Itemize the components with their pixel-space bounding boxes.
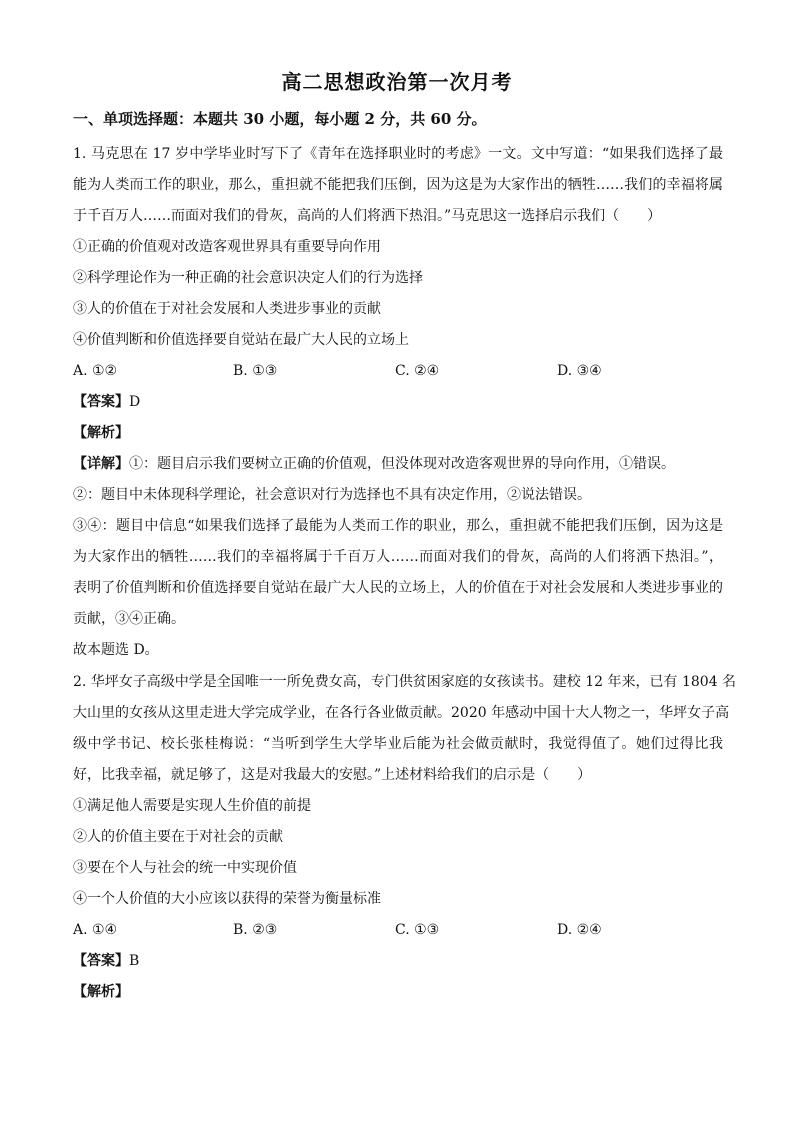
q1-analysis-tag (73, 423, 723, 443)
q2-option-a: A. ①④ (73, 922, 118, 938)
q1-detail-line: 为大家作出的牺牲……我们的幸福将属于千百万人……而面对我们的骨灰，高尚的人们将洒下热泪。”， (73, 549, 723, 565)
q2-option-b: B. ②③ (233, 922, 278, 938)
analysis-tag: 【解析】 (73, 984, 129, 1000)
detail-tag: 【详解】 (73, 456, 129, 472)
q2-stem-line: 好，比我幸福，就足够了，这是对我最大的安慰。”上述材料给我们的启示是（ ） (73, 767, 592, 783)
q2-option-c: C. ①③ (395, 922, 440, 938)
q1-detail-line: 表明了价值判断和价值选择要自觉站在最广大人民的立场上，人的价值在于对社会发展和人类进步事业的 (73, 580, 723, 596)
q1-detail-line: ②：题目中未体现科学理论，社会意识对行为选择也不具有决定作用，②说法错误。 (73, 487, 591, 503)
q2-stem-line: 大山里的女孩从这里走进大学完成学业，在各行各业做贡献。2020 年感动中国十大人物之一，华坪女子高 (73, 705, 730, 721)
q1-option-b: B. ①③ (233, 363, 278, 379)
section-heading: 一、单项选择题：本题共 30 小题，每小题 2 分，共 60 分。 (73, 110, 487, 128)
q2-item: ①满足他人需要是实现人生价值的前提 (73, 798, 311, 814)
q1-answer (73, 392, 723, 412)
q2-analysis-tag (73, 982, 723, 1002)
detail-text: ①：题目启示我们要树立正确的价值观，但没体现对改造客观世界的导向作用，①错误。 (129, 456, 675, 472)
q1-option-a: A. ①② (73, 363, 118, 379)
q1-option-d: D. ③④ (557, 363, 602, 379)
q2-option-d: D. ②④ (557, 922, 602, 938)
q1-item: ③人的价值在于对社会发展和人类进步事业的贡献 (73, 301, 381, 317)
q1-detail-line: 贡献，③④正确。 (73, 611, 185, 627)
q2-item: ③要在个人与社会的统一中实现价值 (73, 860, 297, 876)
page-title: 高二思想政治第一次月考 (281, 70, 513, 94)
q2-stem-line: 2. 华坪女子高级中学是全国唯一一所免费女高，专门供贫困家庭的女孩读书。建校 12 年来，已有 1804 名 (73, 674, 737, 690)
q2-stem-line: 级中学书记、校长张桂梅说：“当听到学生大学毕业后能为社会做贡献时，我觉得值了。她们过得比我 (73, 736, 723, 752)
q2-answer (73, 951, 723, 971)
answer-value: B (129, 953, 140, 969)
analysis-tag: 【解析】 (73, 425, 129, 441)
answer-tag: 【答案】 (73, 953, 129, 969)
q2-item: ④一个人价值的大小应该以获得的荣誉为衡量标准 (73, 891, 381, 907)
q1-item: ②科学理论作为一种正确的社会意识决定人们的行为选择 (73, 270, 423, 286)
q1-detail-line (73, 454, 723, 474)
q1-detail-line: ③④：题目中信息“如果我们选择了最能为人类而工作的职业，那么，重担就不能把我们压倒，因为这是 (73, 518, 723, 534)
q1-stem-line: 能为人类而工作的职业，那么，重担就不能把我们压倒，因为这是为大家作出的牺牲……我们的幸福将属 (73, 177, 723, 193)
q1-option-c: C. ②④ (395, 363, 440, 379)
q1-stem-line: 1. 马克思在 17 岁中学毕业时写下了《青年在选择职业时的考虑》一文。文中写道：“如果我们选择了最 (73, 146, 723, 162)
q2-item: ②人的价值主要在于对社会的贡献 (73, 829, 283, 845)
q1-item: ④价值判断和价值选择要自觉站在最广大人民的立场上 (73, 332, 409, 348)
answer-tag: 【答案】 (73, 394, 129, 410)
q1-stem-line: 于千百万人……而面对我们的骨灰，高尚的人们将洒下热泪。”马克思这一选择启示我们（ ） (73, 208, 662, 224)
answer-value: D (129, 394, 141, 410)
q1-conclusion: 故本题选 D。 (73, 642, 159, 658)
q1-item: ①正确的价值观对改造客观世界具有重要导向作用 (73, 239, 381, 255)
